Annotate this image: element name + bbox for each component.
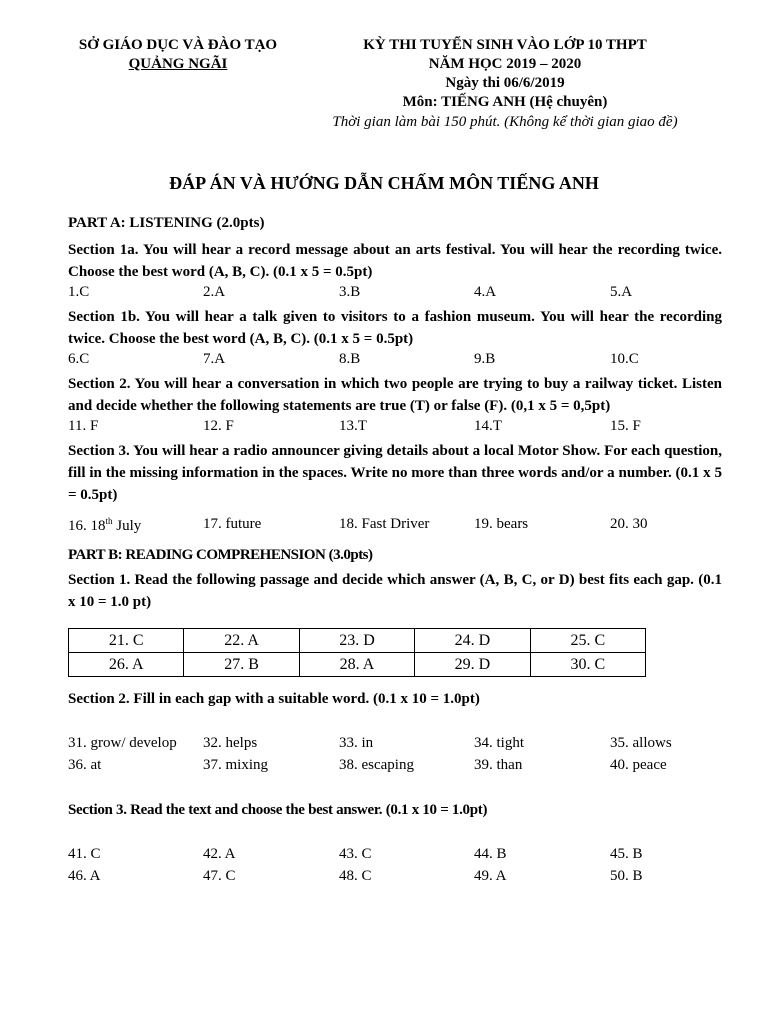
answer-item: 13.T <box>339 418 367 434</box>
part-b-section-2-instructions: Section 2. Fill in each gap with a suitable word. (0.1 x 10 = 1.0pt) <box>68 691 480 707</box>
answer-item: 33. in <box>339 735 374 751</box>
school-year: NĂM HỌC 2019 – 2020 <box>428 56 582 72</box>
answer-item: 41. C <box>68 846 101 862</box>
answer-item: 42. A <box>203 846 236 862</box>
table-cell: 28. A <box>299 653 414 677</box>
section-1-answer-table <box>68 628 646 677</box>
answer-item: 18. Fast Driver <box>339 516 430 532</box>
answer-item: 17. future <box>203 516 262 532</box>
section-1a-answers <box>68 284 728 306</box>
answer-item: 11. F <box>68 418 99 434</box>
table-row <box>69 629 646 653</box>
section-3-instructions: Section 3. You will hear a radio announcer giving details about a local Motor Show. For each question, fill in the missing information in the spaces. Write no more than three words and/or a number. (0.1 x 5 = 0.5pt) <box>68 443 722 503</box>
section-1a-instructions: Section 1a. You will hear a record message about an arts festival. You will hear the recording twice. Choose the best word (A, B, C). (0.1 x 5 = 0.5pt) <box>68 242 722 280</box>
answer-item: 50. B <box>610 868 643 884</box>
part-b-section-2-answers-row-2 <box>68 757 728 779</box>
answer-item: 45. B <box>610 846 643 862</box>
province-name: QUẢNG NGÃI <box>128 56 228 72</box>
section-2-answers <box>68 418 728 440</box>
part-b-section-1-instructions: Section 1. Read the following passage and decide which answer (A, B, C, or D) best fits each gap. (0.1 x 10 = 1.0 pt) <box>68 572 722 610</box>
table-cell: 23. D <box>299 629 414 653</box>
answer-item: 46. A <box>68 868 101 884</box>
answer-item: 14.T <box>474 418 502 434</box>
part-b-section-3-answers-row-2 <box>68 868 728 890</box>
answer-item: 44. B <box>474 846 507 862</box>
part-b-heading: PART B: READING COMPREHENSION (3.0pts) <box>68 547 373 563</box>
table-cell: 25. C <box>530 629 645 653</box>
answer-16-superscript: th <box>105 516 113 526</box>
answer-item-16 <box>68 516 141 535</box>
table-cell: 29. D <box>415 653 530 677</box>
answer-item: 34. tight <box>474 735 525 751</box>
table-row <box>69 653 646 677</box>
answer-item: 5.A <box>610 284 633 300</box>
part-b-section-3-instructions: Section 3. Read the text and choose the best answer. (0.1 x 10 = 1.0pt) <box>68 802 488 818</box>
answer-item: 31. grow/ develop <box>68 735 177 751</box>
answer-item: 10.C <box>610 351 639 367</box>
table-cell: 27. B <box>184 653 299 677</box>
part-b-section-2-answers-row-1 <box>68 735 728 757</box>
table-cell: 30. C <box>530 653 645 677</box>
answer-item: 20. 30 <box>610 516 648 532</box>
subject: Môn: TIẾNG ANH (Hệ chuyên) <box>402 94 608 110</box>
section-2-instructions: Section 2. You will hear a conversation in which two people are trying to buy a railway ticket. Listen and decide whether the following statements are true (T) or false (F). (0,1 x 5 = 0,5pt) <box>68 376 722 414</box>
answer-item: 49. A <box>474 868 507 884</box>
exam-name: KỲ THI TUYỂN SINH VÀO LỚP 10 THPT <box>363 37 647 53</box>
exam-date: Ngày thi 06/6/2019 <box>445 75 565 91</box>
answer-item: 15. F <box>610 418 641 434</box>
answer-item: 47. C <box>203 868 236 884</box>
table-cell: 22. A <box>184 629 299 653</box>
answer-item: 35. allows <box>610 735 672 751</box>
answer-item: 39. than <box>474 757 523 773</box>
answer-item: 9.B <box>474 351 496 367</box>
department-name: SỞ GIÁO DỤC VÀ ĐÀO TẠO <box>78 37 278 53</box>
answer-item: 38. escaping <box>339 757 414 773</box>
answer-item: 43. C <box>339 846 372 862</box>
answer-item: 36. at <box>68 757 102 773</box>
table-cell: 21. C <box>69 629 184 653</box>
answer-item: 48. C <box>339 868 372 884</box>
answer-item: 4.A <box>474 284 497 300</box>
answer-item: 1.C <box>68 284 90 300</box>
table-cell: 24. D <box>415 629 530 653</box>
section-1b-answers <box>68 351 728 373</box>
answer-item: 2.A <box>203 284 226 300</box>
answer-item: 32. helps <box>203 735 258 751</box>
answer-item: 37. mixing <box>203 757 269 773</box>
page-title: ĐÁP ÁN VÀ HƯỚNG DẪN CHẤM MÔN TIẾNG ANH <box>169 173 599 193</box>
answer-item: 12. F <box>203 418 234 434</box>
part-a-heading: PART A: LISTENING (2.0pts) <box>68 215 265 231</box>
time-allowed: Thời gian làm bài 150 phút. (Không kể thời gian giao đề) <box>332 114 678 130</box>
answer-16-number: 16. 18 <box>68 518 106 534</box>
section-1b-instructions: Section 1b. You will hear a talk given to visitors to a fashion museum. You will hear the recording twice. Choose the best word (A, B, C). (0.1 x 5 = 0.5pt) <box>68 309 722 347</box>
answer-item: 3.B <box>339 284 361 300</box>
answer-item: 6.C <box>68 351 90 367</box>
answer-16-month: July <box>112 518 142 534</box>
answer-item: 7.A <box>203 351 226 367</box>
answer-item: 40. peace <box>610 757 667 773</box>
part-b-section-3-answers-row-1 <box>68 846 728 868</box>
answer-item: 8.B <box>339 351 361 367</box>
table-cell: 26. A <box>69 653 184 677</box>
answer-item: 19. bears <box>474 516 529 532</box>
section-3-answers <box>68 516 728 538</box>
